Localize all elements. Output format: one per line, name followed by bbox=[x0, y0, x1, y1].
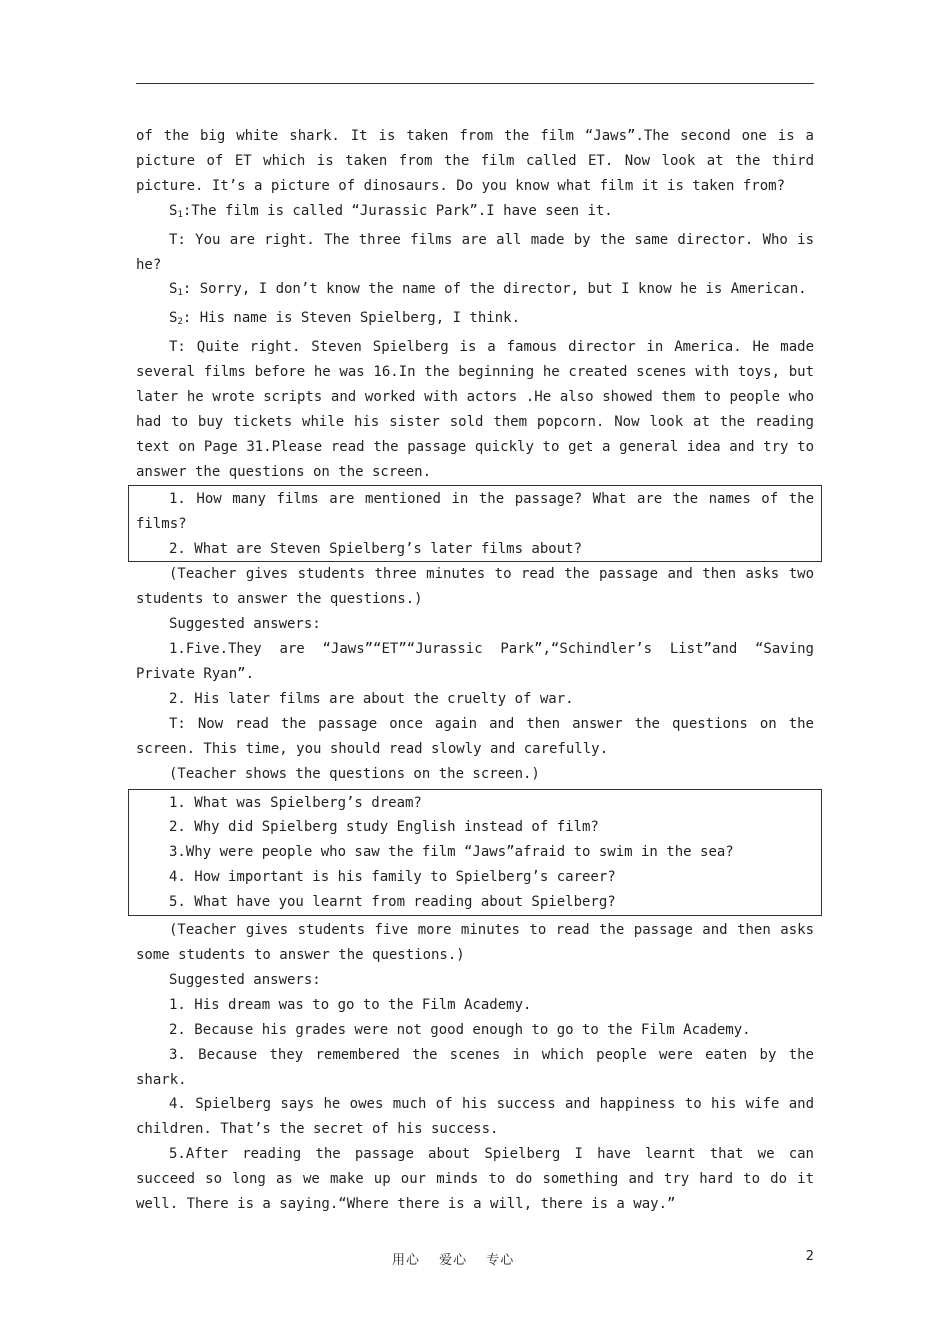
paragraph: T: Quite right. Steven Spielberg is a famous director in America. He made several films before he was 16.In the beginning he created scenes with toys, but later he wrote scripts and worked with actors .He also showed them to people who had to buy tickets while his sister sold them popcorn. Now look at the reading text on Page 31.Please read the passage quickly to get a general idea and try to answer the questions on the screen. bbox=[136, 339, 814, 480]
question: 1. What was Spielberg’s dream? bbox=[169, 794, 422, 811]
paragraph: (Teacher gives students three minutes to read the passage and then asks two students to answer the questions.) bbox=[136, 566, 814, 608]
paragraph: Suggested answers: bbox=[169, 971, 321, 988]
question-box-2 bbox=[128, 789, 822, 917]
paragraph: (Teacher gives students five more minutes to read the passage and then asks some students to answer the questions.) bbox=[136, 922, 814, 963]
paragraph: (Teacher shows the questions on the screen.) bbox=[169, 765, 540, 782]
answer: 2. His later films are about the cruelty of war. bbox=[169, 690, 574, 707]
answer: 1.Five.They are “Jaws”“ET”“Jurassic Park”,“Schindler’s List”and “Saving Private Ryan”. bbox=[136, 641, 814, 683]
dialogue-line: $S_1$: Sorry, I don’t know the name of the director, but I know he is American. bbox=[169, 281, 807, 299]
question: 2. What are Steven Spielberg’s later films about? bbox=[169, 540, 583, 557]
header-rule bbox=[136, 83, 814, 84]
dialogue-line: $S_1:The$ film is called “Jurassic Park”.I have seen it. bbox=[169, 202, 613, 220]
answer: 4. Spielberg says he owes much of his success and happiness to his wife and children. That’s the secret of his success. bbox=[136, 1096, 814, 1138]
question: 4. How important is his family to Spielberg’s career? bbox=[169, 869, 616, 886]
answer: 2. Because his grades were not good enough to go to the Film Academy. bbox=[169, 1021, 751, 1038]
document-body bbox=[136, 124, 814, 1217]
dialogue-line: $S_2$: His name is Steven Spielberg, I think. bbox=[169, 310, 521, 328]
question: 2. Why did Spielberg study English instead of film? bbox=[169, 819, 599, 836]
question: 3.Why were people who saw the film “Jaws”afraid to swim in the sea? bbox=[169, 844, 734, 861]
paragraph: T: You are right. The three films are all made by the same director. Who is he? bbox=[136, 231, 814, 273]
paragraph: of the big white shark. It is taken from the film “Jaws”.The second one is a picture of ET which is taken from the film called ET. Now look at the third picture. It’s a picture of dinosaurs. Do you know what film it is taken from? bbox=[136, 128, 814, 194]
page-number: 2 bbox=[805, 1249, 814, 1264]
answer: 3. Because they remembered the scenes in which people were eaten by the shark. bbox=[136, 1046, 814, 1088]
footer-motto: 用心 爱心 专心 bbox=[392, 1253, 515, 1268]
answer: 1. His dream was to go to the Film Academy. bbox=[169, 996, 532, 1013]
paragraph: T: Now read the passage once again and then answer the questions on the screen. This time, you should read slowly and carefully. bbox=[136, 715, 814, 757]
answer: 5.After reading the passage about Spielberg I have learnt that we can succeed so long as we make up our minds to do something and try hard to do it well. There is a saying.“Where there is a will, there is a way.” bbox=[136, 1146, 814, 1213]
page-footer bbox=[0, 1249, 950, 1269]
question-box-1 bbox=[128, 485, 822, 563]
paragraph: Suggested answers: bbox=[169, 616, 321, 633]
question: 5. What have you learnt from reading about Spielberg? bbox=[169, 894, 616, 911]
question: 1. How many films are mentioned in the passage? What are the names of the films? bbox=[136, 490, 814, 532]
